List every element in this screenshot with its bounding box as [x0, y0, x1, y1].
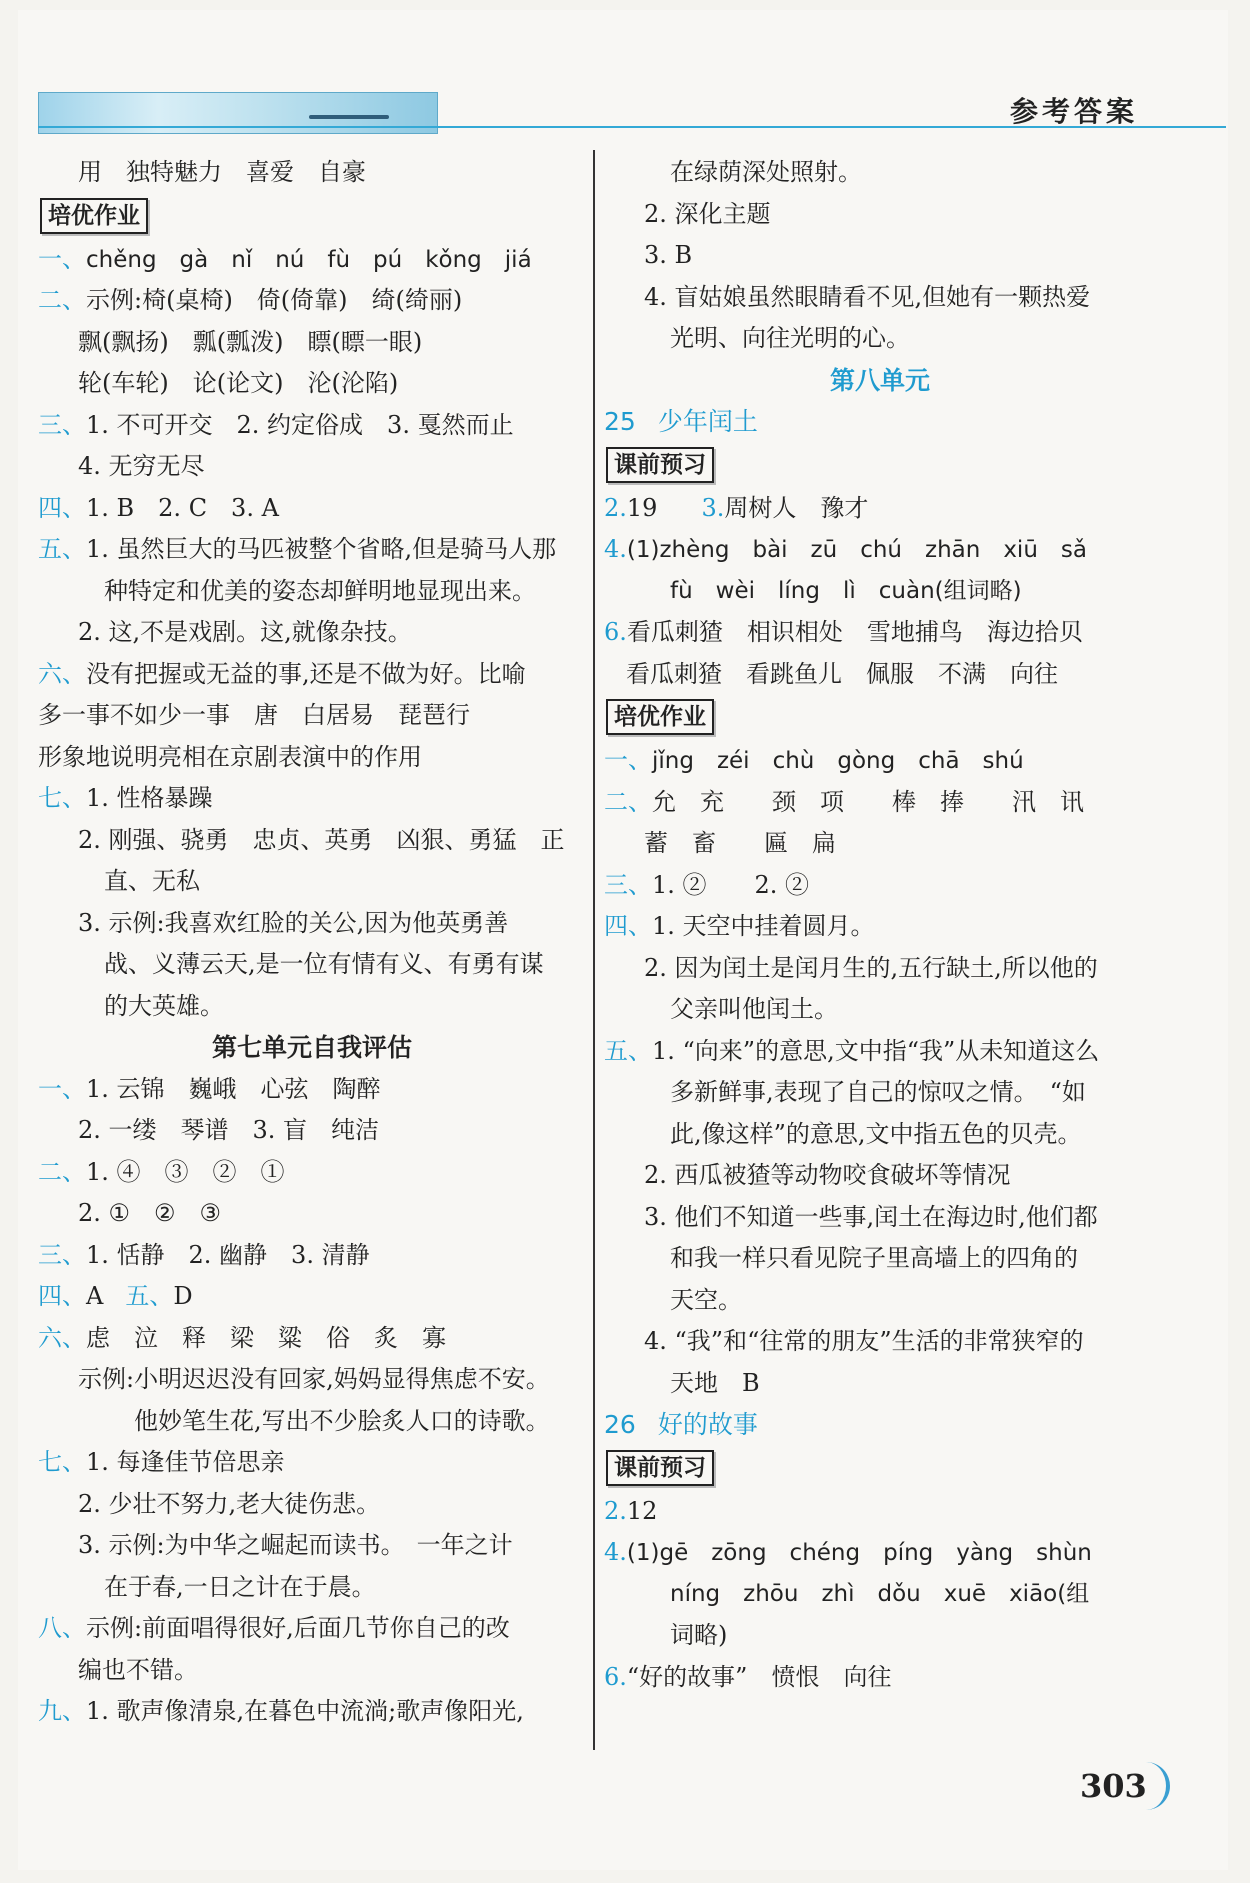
question-number: 6.	[604, 1662, 627, 1691]
answer-line	[38, 1152, 586, 1194]
answer-line: 2. 一缕 琴谱 3. 盲 纯洁	[78, 1116, 380, 1144]
answer-line: 父亲叫他闰土。	[670, 995, 838, 1023]
answer-line	[38, 1235, 586, 1277]
answer-line: 3. 示例:为中华之崛起而读书。 一年之计	[78, 1531, 513, 1559]
answer-text: “好的故事” 愤恨 向往	[626, 1662, 892, 1691]
answer-line: 直、无私	[104, 867, 200, 895]
answer-line: 战、义薄云天,是一位有情有义、有勇有谋	[104, 950, 544, 978]
answer-text: D	[173, 1282, 193, 1310]
answer-text: 虑 泣 释 梁 粱 俗 炙 寡	[86, 1323, 446, 1352]
lesson-heading	[604, 401, 1156, 443]
section-tag: 课前预习	[606, 447, 714, 483]
answer-line: 4. 盲姑娘虽然眼睛看不见,但她有一颗热爱	[644, 282, 1091, 311]
answer-line	[604, 1031, 1156, 1073]
answer-line	[604, 740, 1156, 782]
lesson-title: 少年闰土	[657, 407, 758, 436]
answer-text: 1. 天空中挂着圆月。	[652, 912, 875, 940]
question-number: 七、	[38, 1448, 86, 1476]
lesson-number: 25	[604, 407, 636, 436]
answer-text: 1. ② 2. ②	[652, 870, 810, 899]
answer-line: 在绿荫深处照射。	[670, 158, 862, 186]
answer-line: 词略)	[670, 1621, 728, 1649]
question-number: 4.	[604, 1538, 627, 1566]
answer-line: 他妙笔生花,写出不少脍炙人口的诗歌。	[134, 1406, 550, 1435]
answer-line	[38, 488, 586, 530]
answer-line: 4. “我”和“往常的朋友”生活的非常狭窄的	[644, 1327, 1084, 1355]
answer-line	[38, 654, 586, 696]
question-number: 三、	[38, 1240, 86, 1269]
answer-line	[604, 612, 1156, 654]
section-tag: 培优作业	[40, 198, 148, 234]
question-number: 4.	[604, 535, 627, 563]
question-number: 六、	[38, 1323, 86, 1352]
question-number: 四、	[38, 1282, 86, 1310]
answer-line: 编也不错。	[78, 1655, 198, 1684]
answer-text: 看瓜刺猹 相识相处 雪地捕鸟 海边拾贝	[626, 618, 1083, 646]
answer-line	[38, 239, 586, 281]
question-number: 五、	[38, 535, 86, 563]
answer-line: 2. ① ② ③	[78, 1199, 222, 1227]
section-heading: 第八单元	[829, 365, 930, 395]
question-number: 八、	[38, 1614, 86, 1642]
answer-text: 周树人 豫才	[724, 493, 869, 522]
question-number: 二、	[38, 286, 86, 314]
question-number: 3.	[701, 493, 725, 522]
answer-line	[38, 1318, 586, 1360]
answer-line: 2. 刚强、骁勇 忠贞、英勇 凶狠、勇猛 正	[78, 825, 565, 854]
answer-text: 1. B 2. C 3. A	[86, 493, 279, 522]
answer-line	[38, 1608, 586, 1650]
question-number: 6.	[604, 618, 627, 646]
answer-text: 1. 性格暴躁	[86, 784, 213, 812]
answer-line	[604, 488, 1156, 530]
answer-line: 的大英雄。	[104, 991, 224, 1020]
answer-line: 2. 少壮不努力,老大徒伤悲。	[78, 1489, 381, 1518]
page-number: 303	[1040, 1762, 1170, 1810]
answer-line	[38, 1691, 586, 1733]
question-number: 一、	[604, 746, 652, 774]
pinyin-answer: jǐng zéi chù gòng chā shú	[652, 748, 1024, 774]
answer-line	[38, 778, 586, 820]
section-tag: 课前预习	[606, 1450, 714, 1486]
left-column	[38, 152, 586, 1733]
answer-text: 1. 虽然巨大的马匹被整个省略,但是骑马人那	[86, 535, 557, 563]
answer-line	[604, 1657, 1156, 1699]
answer-text: 1. ④ ③ ② ①	[86, 1157, 285, 1186]
answer-line: 4. 无穷无尽	[78, 452, 205, 480]
lesson-heading	[604, 1404, 1156, 1446]
answer-line: 此,像这样”的意思,文中指五色的贝壳。	[670, 1119, 1082, 1148]
answer-line: 种特定和优美的姿态却鲜明地显现出来。	[104, 576, 536, 605]
answer-text: 允 充 颈 项 棒 捧 汛 讯	[652, 787, 1084, 816]
answer-line: 示例:小明迟迟没有回家,妈妈显得焦虑不安。	[78, 1365, 550, 1393]
answer-line	[604, 865, 1156, 907]
answer-text: 没有把握或无益的事,还是不做为好。比喻	[86, 659, 526, 688]
answer-line	[604, 1532, 1156, 1574]
answer-line	[604, 1491, 1156, 1533]
answer-line	[604, 529, 1156, 571]
answer-line: 3. 示例:我喜欢红脸的关公,因为他英勇善	[78, 908, 509, 937]
pinyin-answer: níng zhōu zhì dǒu xuē xiāo(组	[670, 1580, 1090, 1607]
answer-line	[38, 280, 586, 322]
page-header-title: 参考答案	[1009, 95, 1138, 128]
answer-line: 光明、向往光明的心。	[670, 324, 910, 352]
question-number: 五、	[125, 1282, 174, 1310]
question-number: 七、	[38, 784, 86, 812]
question-number: 九、	[38, 1697, 86, 1725]
answer-line	[38, 1276, 586, 1318]
question-number: 二、	[604, 787, 652, 816]
answer-line	[38, 529, 586, 571]
answer-line: 3. B	[644, 241, 693, 269]
question-number: 一、	[38, 1074, 86, 1103]
answer-line: 2. 西瓜被猹等动物咬食破坏等情况	[644, 1161, 1011, 1189]
answer-text: 1. 歌声像清泉,在暮色中流淌;歌声像阳光,	[86, 1697, 524, 1725]
answer-line	[604, 906, 1156, 948]
answer-line: 多一事不如少一事 唐 白居易 琵琶行	[38, 701, 470, 729]
question-number: 三、	[38, 410, 86, 439]
answer-text: 1. 不可开交 2. 约定俗成 3. 戛然而止	[86, 410, 514, 439]
answer-text: 1. 每逢佳节倍思亲	[86, 1448, 285, 1476]
answer-text: A	[86, 1282, 104, 1310]
answer-line: 2. 深化主题	[644, 199, 771, 228]
pinyin-answer: (1)gē zōng chéng píng yàng shùn	[626, 1540, 1092, 1566]
answer-line: 轮(车轮) 论(论文) 沦(沦陷)	[78, 369, 399, 397]
pinyin-answer: (1)zhèng bài zū chú zhān xiū sǎ	[626, 537, 1087, 563]
answer-line	[38, 1442, 586, 1484]
question-number: 三、	[604, 870, 652, 899]
question-number: 一、	[38, 244, 86, 273]
question-number: 2.	[604, 1496, 627, 1525]
answer-text: 12	[626, 1496, 658, 1525]
answer-text: 示例:椅(桌椅) 倚(倚靠) 绮(绮丽)	[86, 286, 463, 314]
answer-line: 2. 这,不是戏剧。这,就像杂技。	[78, 618, 412, 646]
column-divider	[593, 150, 595, 1750]
pinyin-answer: fù wèi líng lì cuàn(组词略)	[670, 577, 1022, 604]
answer-line: 用 独特魅力 喜爱 自豪	[78, 158, 366, 186]
question-number: 四、	[38, 493, 86, 522]
pinyin-answer: chěng gà nǐ nú fù pú kǒng jiá	[86, 246, 532, 273]
lesson-title: 好的故事	[657, 1410, 758, 1439]
answer-line: 多新鲜事,表现了自己的惊叹之情。 “如	[670, 1078, 1086, 1106]
answer-line: 在于春,一日之计在于晨。	[104, 1572, 376, 1601]
answer-line: 蓄 畜 匾 扁	[644, 829, 836, 857]
question-number: 二、	[38, 1157, 86, 1186]
section-tag: 培优作业	[606, 699, 714, 735]
answer-line: 飘(飘扬) 瓢(瓢泼) 瞟(瞟一眼)	[78, 327, 423, 356]
question-number: 五、	[604, 1036, 652, 1065]
answer-text: 1. 云锦 巍峨 心弦 陶醉	[86, 1074, 381, 1103]
answer-line: 和我一样只看见院子里高墙上的四角的	[670, 1244, 1078, 1272]
answer-text: 19	[626, 493, 658, 522]
section-heading: 第七单元自我评估	[211, 1033, 412, 1062]
answer-line: 2. 因为闰土是闰月生的,五行缺土,所以他的	[644, 953, 1098, 982]
answer-line: 看瓜刺猹 看跳鱼儿 佩服 不满 向往	[626, 659, 1058, 688]
lesson-number: 26	[604, 1410, 636, 1439]
answer-line: 形象地说明亮相在京剧表演中的作用	[38, 742, 422, 771]
right-column	[604, 152, 1156, 1698]
answer-text: 1. 恬静 2. 幽静 3. 清静	[86, 1240, 370, 1269]
question-number: 2.	[604, 493, 627, 522]
answer-line: 天地 B	[670, 1368, 760, 1397]
question-number: 六、	[38, 659, 86, 688]
question-number: 四、	[604, 912, 652, 940]
answer-line	[38, 405, 586, 447]
answer-line	[604, 782, 1156, 824]
answer-line: 3. 他们不知道一些事,闰土在海边时,他们都	[644, 1202, 1098, 1231]
answer-line	[38, 1069, 586, 1111]
answer-line: 天空。	[670, 1285, 742, 1314]
answer-text: 1. “向来”的意思,文中指“我”从未知道这么	[652, 1036, 1100, 1065]
answer-text: 示例:前面唱得很好,后面几节你自己的改	[86, 1614, 510, 1642]
